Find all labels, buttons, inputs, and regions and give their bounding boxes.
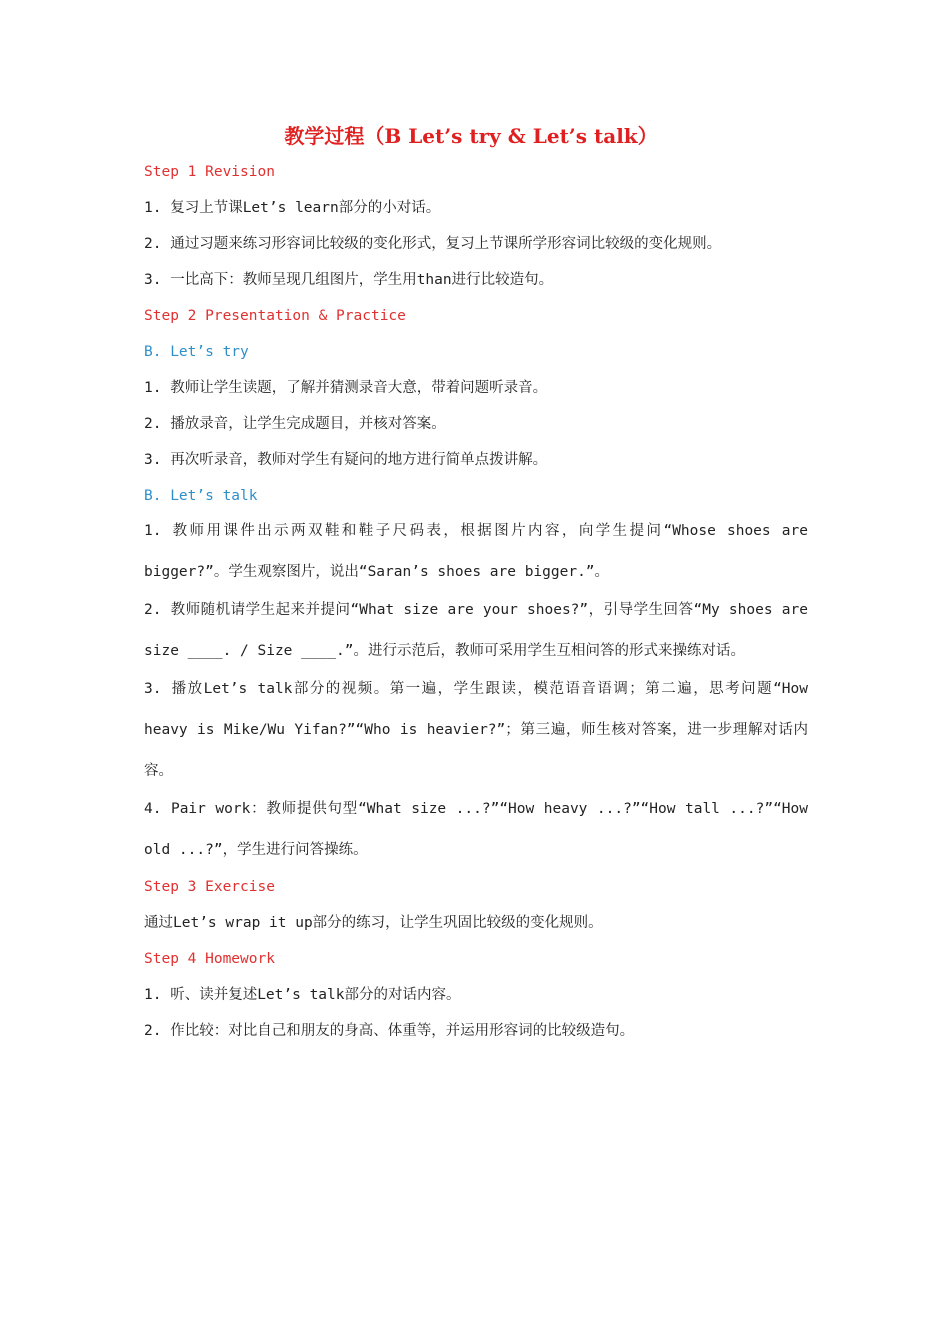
step-4-item: 1. 听、读并复述Let’s talk部分的对话内容。	[144, 987, 461, 1003]
lets-talk-item: 3. 播放Let’s talk部分的视频。第一遍，学生跟读，模范语音语调；第二遍，思考问题“How heavy is Mike/Wu Yifan?”“Who is heavier?”；第三遍，师生核对答案，进一步理解对话内容。	[144, 681, 808, 779]
step-2-heading: Step 2 Presentation & Practice	[144, 308, 406, 324]
lets-talk-item: 4. Pair work：教师提供句型“What size ...?”“How heavy ...?”“How tall ...?”“How old ...?”，学生进行问答操练。	[144, 801, 808, 858]
lets-talk-item: 1. 教师用课件出示两双鞋和鞋子尺码表，根据图片内容，向学生提问“Whose shoes are bigger?”。学生观察图片，说出“Saran’s shoes are bigger.”。	[144, 523, 808, 580]
page-title: 教学过程（B Let’s try & Let’s talk）	[284, 124, 658, 148]
lets-try-item: 3. 再次听录音，教师对学生有疑问的地方进行简单点拨讲解。	[144, 452, 548, 468]
lets-talk-item: 2. 教师随机请学生起来并提问“What size are your shoes?”，引导学生回答“My shoes are size ____. / Size ____.”。进行示范后，教师可采用学生互相问答的形式来操练对话。	[144, 602, 808, 659]
step-1-item: 2. 通过习题来练习形容词比较级的变化形式，复习上节课所学形容词比较级的变化规则。	[144, 236, 722, 252]
lets-talk-heading: B. Let’s talk	[144, 488, 258, 504]
step-1-item: 1. 复习上节课Let’s learn部分的小对话。	[144, 200, 441, 216]
lets-try-item: 1. 教师让学生读题，了解并猜测录音大意，带着问题听录音。	[144, 380, 548, 396]
step-1-item: 3. 一比高下：教师呈现几组图片，学生用than进行比较造句。	[144, 272, 554, 288]
step-3-heading: Step 3 Exercise	[144, 879, 275, 895]
lets-try-heading: B. Let’s try	[144, 344, 249, 360]
step-1-heading: Step 1 Revision	[144, 164, 275, 180]
step-4-item: 2. 作比较：对比自己和朋友的身高、体重等，并运用形容词的比较级造句。	[144, 1023, 635, 1039]
lets-try-item: 2. 播放录音，让学生完成题目，并核对答案。	[144, 416, 446, 432]
lesson-content	[144, 118, 808, 1049]
step-3-text: 通过Let’s wrap it up部分的练习，让学生巩固比较级的变化规则。	[144, 915, 603, 931]
step-4-heading: Step 4 Homework	[144, 951, 275, 967]
